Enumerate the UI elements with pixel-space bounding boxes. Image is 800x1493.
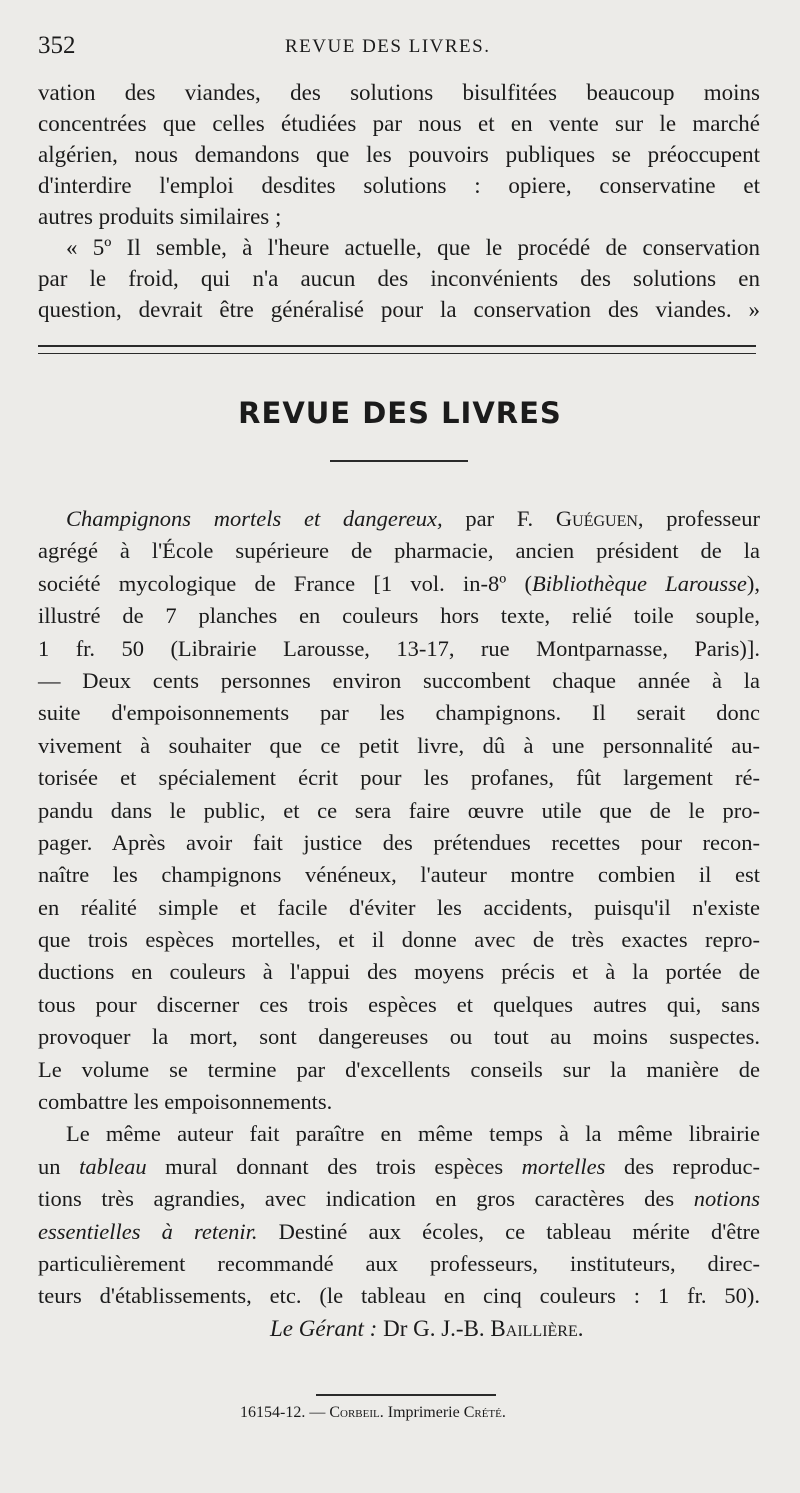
review-line: Le même auteur fait paraître en même temps à la même librairie: [66, 1121, 760, 1147]
review-line: illustré de 7 planches en couleurs hors texte, relié toile souple,: [38, 603, 760, 629]
review-line: 1 fr. 50 (Librairie Larousse, 13-17, rue Montparnasse, Paris)].: [38, 635, 760, 661]
gerant-name-prefix: Dr G. J.-B.: [377, 1316, 491, 1341]
imprint-city: Corbeil.: [329, 1404, 384, 1421]
italic-term: mortelles: [521, 1153, 606, 1179]
review-line: vivement à souhaiter que ce petit livre, dû à une personnalité au-: [38, 732, 760, 758]
text-line: d'interdire l'emploi desdites solutions : opiere, conservatine et: [38, 173, 760, 198]
review-line: particulièrement recommandé aux professeurs, instituteurs, direc-: [38, 1250, 760, 1276]
italic-term: tableau: [79, 1153, 147, 1179]
title-underline: [330, 460, 468, 462]
review-line: que trois espèces mortelles, et il donne avec de très exactes repro-: [38, 927, 760, 953]
text-line: vation des viandes, des solutions bisulfitées beaucoup moins: [38, 80, 760, 105]
running-head: [38, 32, 760, 62]
review-line: en réalité simple et facile d'éviter les accidents, puisqu'il n'existe: [38, 894, 760, 920]
review-line: pandu dans le public, et ce sera faire œuvre utile que de le pro-: [38, 797, 760, 823]
section-divider: [38, 345, 756, 354]
printer-imprint: [240, 1404, 506, 1422]
gerant-name: Baillière.: [490, 1316, 584, 1341]
text-line: « 5º Il semble, à l'heure actuelle, que le procédé de conservation: [66, 235, 760, 260]
review-line: agrégé à l'École supérieure de pharmacie, ancien président de la: [38, 538, 760, 564]
text-line: question, devrait être généralisé pour la conservation des viandes. »: [38, 297, 760, 322]
review-line: ductions en couleurs à l'appui des moyens précis et à la portée de: [38, 959, 760, 985]
italic-term: essentielles à retenir.: [38, 1218, 258, 1244]
review-line: pager. Après avoir fait justice des prétendues recettes pour recon-: [38, 829, 760, 855]
review-line: [38, 1183, 760, 1215]
author-title: , professeur: [637, 506, 760, 531]
imprint-printer-label: Imprimerie: [383, 1404, 464, 1421]
running-head-title: REVUE DES LIVRES.: [285, 36, 491, 57]
review-line: suite d'empoisonnements par les champignons. Il serait donc: [38, 700, 760, 726]
text-span: société mycologique de France [1 vol. in-8º (: [38, 570, 532, 596]
text-span: tions très agrandies, avec indication en gros caractères des: [38, 1186, 694, 1212]
italic-term: notions: [693, 1186, 760, 1212]
review-line: combattre les empoisonnements.: [38, 1089, 333, 1115]
section-title: REVUE DES LIVRES: [238, 396, 562, 430]
review-line: naître les champignons vénéneux, l'auteur montre combien il est: [38, 862, 760, 888]
author-name: Guéguen: [555, 506, 638, 531]
gerant-signature: [270, 1316, 584, 1342]
book-review: [38, 503, 760, 1313]
text-span: des reproduc-: [605, 1153, 761, 1179]
review-line: teurs d'établissements, etc. (le tableau en cinq couleurs : 1 fr. 50).: [38, 1283, 760, 1309]
review-line: [38, 568, 760, 600]
text-line: autres produits similaires ;: [38, 204, 282, 229]
continued-text: [38, 77, 760, 325]
footer-rule: [316, 1394, 496, 1396]
text-span: un: [38, 1153, 80, 1179]
imprint-printer-name: Crété.: [463, 1404, 506, 1421]
text-line: concentrées que celles étudiées par nous et en vente sur le marché: [38, 111, 760, 136]
review-line: [38, 503, 760, 535]
review-line: provoquer la mort, sont dangereuses ou tout au moins suspectes.: [38, 1024, 760, 1050]
review-line: torisée et spécialement écrit pour les profanes, fût largement ré-: [38, 765, 760, 791]
page-number: 352: [38, 32, 76, 59]
text-line: par le froid, qui n'a aucun des inconvénients des solutions en: [38, 266, 760, 291]
text-line: algérien, nous demandons que les pouvoirs publiques se préoccupent: [38, 142, 760, 167]
by-text: par F.: [442, 506, 556, 531]
text-span: Destiné aux écoles, ce tableau mérite d'être: [257, 1218, 760, 1244]
series-name: Bibliothèque Larousse: [531, 570, 747, 596]
text-span: ),: [746, 570, 760, 596]
review-line: [38, 1216, 760, 1248]
review-line: tous pour discerner ces trois espèces et quelques autres qui, sans: [38, 991, 760, 1017]
gerant-label: Le Gérant :: [270, 1316, 378, 1341]
review-line: — Deux cents personnes environ succombent chaque année à la: [38, 667, 760, 693]
review-line: [38, 1151, 760, 1183]
text-span: mural donnant des trois espèces: [146, 1153, 522, 1179]
review-line: Le volume se termine par d'excellents conseils sur la manière de: [38, 1056, 760, 1082]
book-title: Champignons mortels et dangereux,: [66, 506, 443, 531]
imprint-number: 16154-12. —: [240, 1404, 330, 1421]
